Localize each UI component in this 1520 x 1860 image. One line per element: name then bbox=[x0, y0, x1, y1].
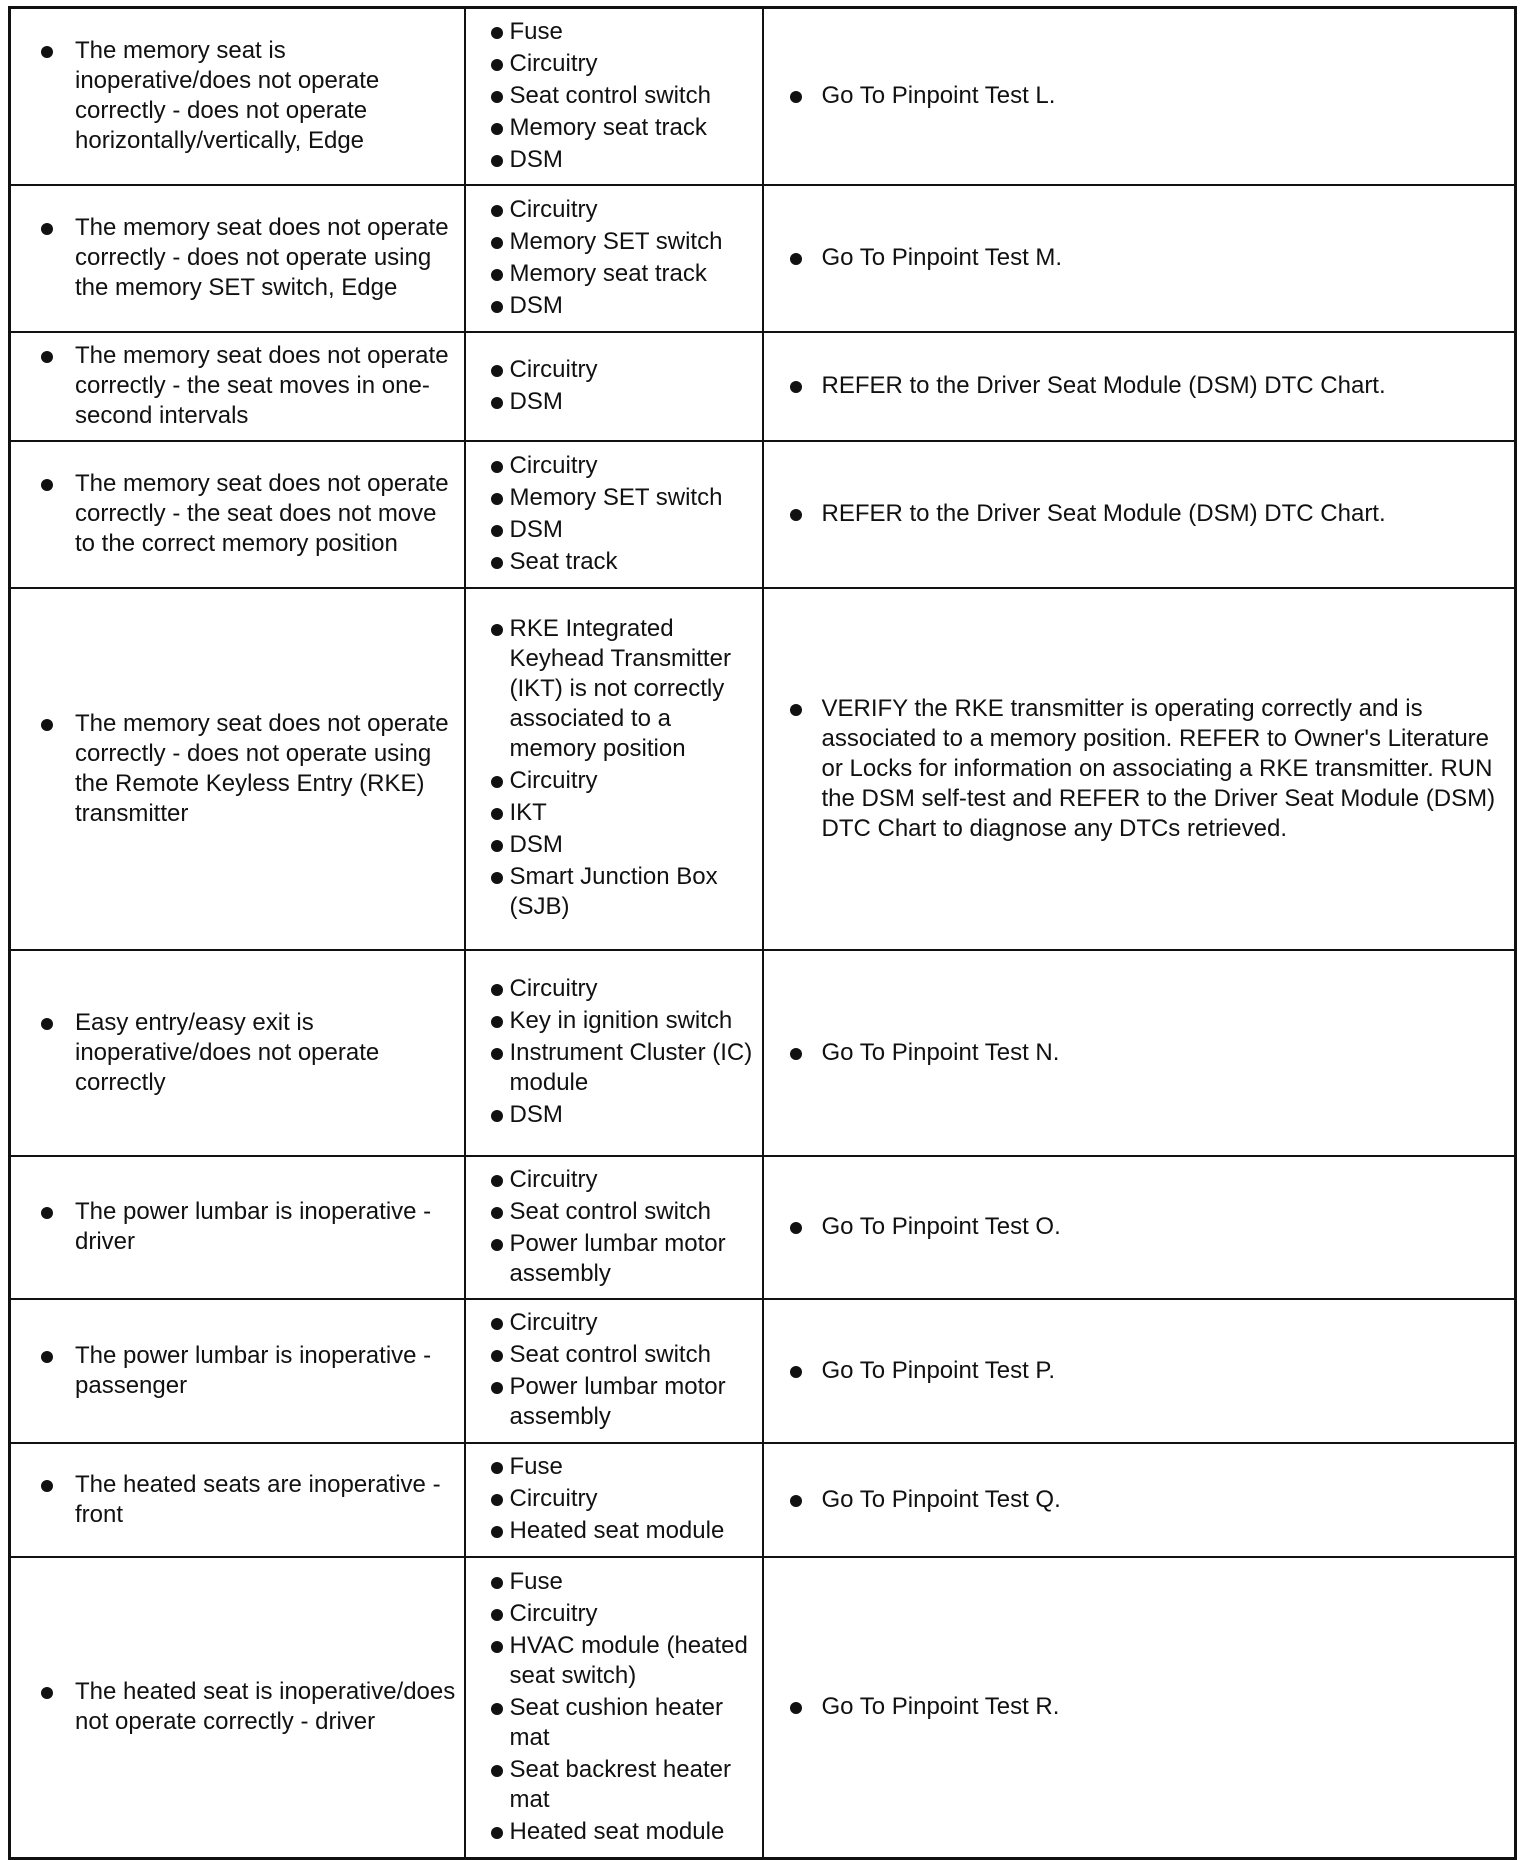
possible-source-item: Seat cushion heater mat bbox=[476, 1693, 754, 1753]
possible-source-cell bbox=[465, 588, 763, 950]
condition-text: The memory seat does not operate correctly - the seat does not move to the correct memory position bbox=[21, 469, 456, 559]
action-text: Go To Pinpoint Test P. bbox=[774, 1356, 1507, 1386]
possible-source-item: Circuitry bbox=[476, 1599, 754, 1629]
condition-cell bbox=[10, 185, 465, 332]
condition-text: The memory seat does not operate correctly - the seat moves in one-second intervals bbox=[21, 341, 456, 431]
possible-source-item: RKE Integrated Keyhead Transmitter (IKT) is not correctly associated to a memory position bbox=[476, 614, 754, 764]
possible-source-item: Circuitry bbox=[476, 974, 754, 1004]
table-row bbox=[10, 1557, 1516, 1859]
action-cell bbox=[763, 950, 1516, 1156]
action-text: Go To Pinpoint Test M. bbox=[774, 243, 1507, 273]
possible-source-item: Seat control switch bbox=[476, 1197, 754, 1227]
condition-text: The heated seat is inoperative/does not operate correctly - driver bbox=[21, 1677, 456, 1737]
action-cell bbox=[763, 441, 1516, 588]
table-row bbox=[10, 1156, 1516, 1299]
possible-source-item: Circuitry bbox=[476, 766, 754, 796]
condition-cell bbox=[10, 1299, 465, 1443]
condition-cell bbox=[10, 8, 465, 185]
possible-source-item: Circuitry bbox=[476, 1165, 754, 1195]
possible-source-item: Seat control switch bbox=[476, 1340, 754, 1370]
possible-source-cell bbox=[465, 332, 763, 441]
possible-source-item: Power lumbar motor assembly bbox=[476, 1372, 754, 1432]
possible-source-item: Memory SET switch bbox=[476, 483, 754, 513]
condition-text: The memory seat does not operate correctly - does not operate using the memory SET switch, Edge bbox=[21, 213, 456, 303]
possible-source-item: Power lumbar motor assembly bbox=[476, 1229, 754, 1289]
condition-cell bbox=[10, 1443, 465, 1557]
table-row bbox=[10, 185, 1516, 332]
table-row bbox=[10, 588, 1516, 950]
possible-source-item: Seat track bbox=[476, 547, 754, 577]
possible-source-item: DSM bbox=[476, 145, 754, 175]
condition-text: Easy entry/easy exit is inoperative/does not operate correctly bbox=[21, 1008, 456, 1098]
possible-source-item: Circuitry bbox=[476, 49, 754, 79]
possible-source-item: Circuitry bbox=[476, 1484, 754, 1514]
action-text: VERIFY the RKE transmitter is operating correctly and is associated to a memory position. REFER to Owner's Literature or Locks for information on associating a RKE transmitter. RUN the DSM self-test and REFER to the Driver Seat Module (DSM) DTC Chart to diagnose any DTCs retrieved. bbox=[774, 694, 1507, 844]
table-row bbox=[10, 950, 1516, 1156]
action-text: Go To Pinpoint Test L. bbox=[774, 81, 1507, 111]
possible-source-item: Heated seat module bbox=[476, 1516, 754, 1546]
action-text: Go To Pinpoint Test Q. bbox=[774, 1485, 1507, 1515]
symptom-chart-table bbox=[8, 6, 1517, 1860]
condition-cell bbox=[10, 332, 465, 441]
symptom-chart-page bbox=[8, 6, 1514, 1860]
condition-cell bbox=[10, 1156, 465, 1299]
possible-source-item: Heated seat module bbox=[476, 1817, 754, 1847]
condition-cell bbox=[10, 588, 465, 950]
possible-source-item: Memory seat track bbox=[476, 113, 754, 143]
possible-source-item: Fuse bbox=[476, 1567, 754, 1597]
possible-source-item: HVAC module (heated seat switch) bbox=[476, 1631, 754, 1691]
action-cell bbox=[763, 1299, 1516, 1443]
possible-source-item: Memory seat track bbox=[476, 259, 754, 289]
action-text: Go To Pinpoint Test N. bbox=[774, 1038, 1507, 1068]
condition-text: The heated seats are inoperative - front bbox=[21, 1470, 456, 1530]
possible-source-item: Fuse bbox=[476, 17, 754, 47]
condition-cell bbox=[10, 441, 465, 588]
condition-cell bbox=[10, 950, 465, 1156]
action-cell bbox=[763, 1557, 1516, 1859]
possible-source-item: DSM bbox=[476, 291, 754, 321]
table-row bbox=[10, 8, 1516, 185]
table-row bbox=[10, 332, 1516, 441]
possible-source-item: Smart Junction Box (SJB) bbox=[476, 862, 754, 922]
possible-source-item: Instrument Cluster (IC) module bbox=[476, 1038, 754, 1098]
possible-source-item: IKT bbox=[476, 798, 754, 828]
possible-source-item: DSM bbox=[476, 1100, 754, 1130]
possible-source-item: Circuitry bbox=[476, 195, 754, 225]
possible-source-item: DSM bbox=[476, 515, 754, 545]
action-text: REFER to the Driver Seat Module (DSM) DTC Chart. bbox=[774, 371, 1507, 401]
possible-source-item: Key in ignition switch bbox=[476, 1006, 754, 1036]
action-cell bbox=[763, 332, 1516, 441]
possible-source-cell bbox=[465, 8, 763, 185]
action-cell bbox=[763, 185, 1516, 332]
possible-source-cell bbox=[465, 185, 763, 332]
possible-source-cell bbox=[465, 1299, 763, 1443]
action-text: REFER to the Driver Seat Module (DSM) DTC Chart. bbox=[774, 499, 1507, 529]
table-row bbox=[10, 1299, 1516, 1443]
action-text: Go To Pinpoint Test R. bbox=[774, 1692, 1507, 1722]
condition-text: The memory seat does not operate correctly - does not operate using the Remote Keyless Entry (RKE) transmitter bbox=[21, 709, 456, 829]
possible-source-item: Circuitry bbox=[476, 355, 754, 385]
possible-source-cell bbox=[465, 950, 763, 1156]
condition-cell bbox=[10, 1557, 465, 1859]
possible-source-cell bbox=[465, 1156, 763, 1299]
possible-source-item: Circuitry bbox=[476, 1308, 754, 1338]
possible-source-cell bbox=[465, 1557, 763, 1859]
action-cell bbox=[763, 1156, 1516, 1299]
table-row bbox=[10, 1443, 1516, 1557]
action-text: Go To Pinpoint Test O. bbox=[774, 1212, 1507, 1242]
possible-source-item: DSM bbox=[476, 830, 754, 860]
possible-source-item: Memory SET switch bbox=[476, 227, 754, 257]
possible-source-item: Fuse bbox=[476, 1452, 754, 1482]
possible-source-cell bbox=[465, 441, 763, 588]
possible-source-cell bbox=[465, 1443, 763, 1557]
action-cell bbox=[763, 8, 1516, 185]
condition-text: The power lumbar is inoperative - passenger bbox=[21, 1341, 456, 1401]
possible-source-item: Circuitry bbox=[476, 451, 754, 481]
possible-source-item: DSM bbox=[476, 387, 754, 417]
table-row bbox=[10, 441, 1516, 588]
action-cell bbox=[763, 1443, 1516, 1557]
possible-source-item: Seat backrest heater mat bbox=[476, 1755, 754, 1815]
action-cell bbox=[763, 588, 1516, 950]
condition-text: The power lumbar is inoperative - driver bbox=[21, 1197, 456, 1257]
possible-source-item: Seat control switch bbox=[476, 81, 754, 111]
condition-text: The memory seat is inoperative/does not operate correctly - does not operate horizontally/vertically, Edge bbox=[21, 36, 456, 156]
